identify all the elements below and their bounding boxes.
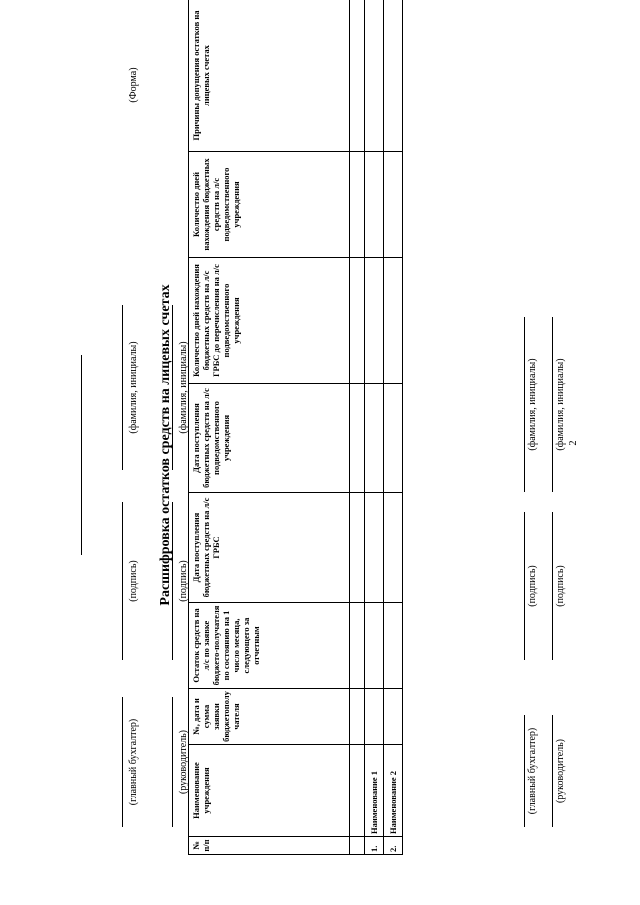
- header-cell: № п/п: [189, 837, 350, 855]
- row-institution-name: Наименование 1: [365, 745, 384, 837]
- signature-line-head-sign: [552, 512, 553, 660]
- caption-head-role-bottom: (руководитель): [178, 729, 189, 795]
- caption-head-name: (фамилия, инициалы): [555, 358, 566, 451]
- header-cell: Причины допущения остатков на лицевых счетах: [189, 0, 350, 152]
- caption-acc-sign-bottom: (подпись): [128, 560, 139, 602]
- header-cell: Дата поступления бюджетных средств на л/с подведомственного учреждения: [189, 384, 350, 493]
- caption-acc-role-bottom: (главный бухгалтер): [128, 718, 139, 806]
- caption-acc-sign: (подпись): [527, 565, 538, 607]
- caption-head-role: (руководитель): [555, 738, 566, 804]
- signature-line-extra: [81, 355, 82, 555]
- table-row: [365, 0, 384, 855]
- page-number: 2: [568, 440, 579, 446]
- header-cell: №, дата и сумма заявки бюджетополучателя: [189, 689, 350, 745]
- document-title: Расшифровка остатков средств на лицевых счетах: [158, 284, 173, 606]
- header-cell: Наименование учреждения: [189, 745, 350, 837]
- caption-acc-name: (фамилия, инициалы): [527, 358, 538, 451]
- table-row: [384, 0, 403, 855]
- signature-line-head-sign-bottom: [172, 502, 173, 660]
- caption-head-name-bottom: (фамилия, инициалы): [178, 341, 189, 434]
- header-cell: Количество дней нахождения бюджетных средств на л/с ГРБС до перечисления на л/с подведомственного учреждения: [189, 258, 350, 384]
- table-header-row: [189, 0, 350, 855]
- row-number: 1.: [365, 837, 384, 855]
- table-spacer-row: [350, 0, 365, 855]
- row-number: 2.: [384, 837, 403, 855]
- caption-head-sign: (подпись): [555, 565, 566, 607]
- signature-line-head-name: [552, 317, 553, 492]
- signature-line-head-role-bottom: [172, 697, 173, 827]
- header-cell: Количество дней нахождения бюджетных средств на л/с подведомственного учреждения: [189, 152, 350, 258]
- signature-line-acc-role-bottom: [122, 697, 123, 827]
- caption-acc-role: (главный бухгалтер): [527, 727, 538, 815]
- signature-line-acc-sign-bottom: [122, 502, 123, 660]
- caption-head-sign-bottom: (подпись): [178, 560, 189, 602]
- signature-line-acc-role: [524, 715, 525, 827]
- caption-acc-name-bottom: (фамилия, инициалы): [128, 341, 139, 434]
- signature-line-head-name-bottom: [172, 305, 173, 470]
- header-cell: Дата поступления бюджетных средств на л/с ГРБС: [189, 493, 350, 603]
- signature-line-acc-name-bottom: [122, 305, 123, 470]
- balances-table: [188, 0, 403, 855]
- row-institution-name: Наименование 2: [384, 745, 403, 837]
- signature-line-acc-sign: [524, 512, 525, 660]
- header-cell: Остаток средств на л/с по заявке бюджето-получателя по состоянию на 1 число месяца, следующего за отчетным: [189, 603, 350, 689]
- signature-line-acc-name: [524, 317, 525, 492]
- form-mark: (Форма): [128, 67, 139, 103]
- signature-line-head-role: [552, 715, 553, 827]
